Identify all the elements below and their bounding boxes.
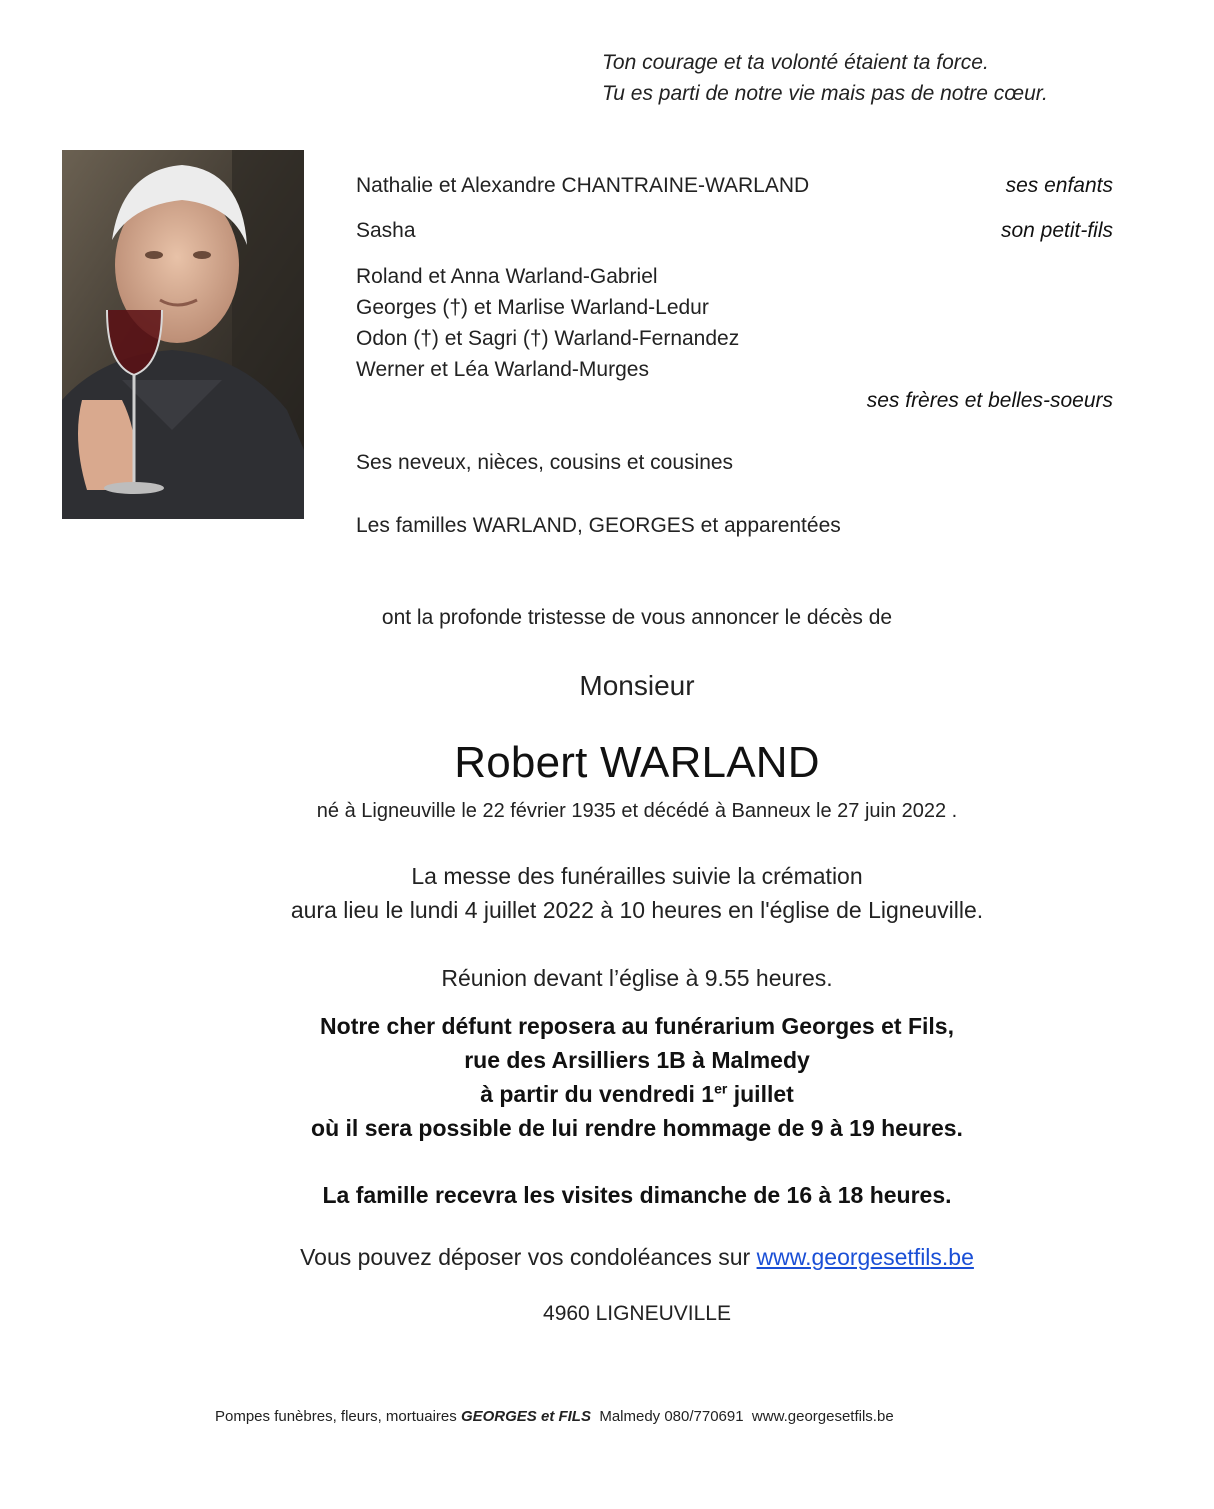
epitaph-quote bbox=[602, 47, 1048, 109]
footer-prefix: Pompes funèbres, fleurs, mortuaires bbox=[215, 1408, 461, 1425]
deceased-name: Robert WARLAND bbox=[454, 738, 820, 787]
ceremony-line-2: aura lieu le lundi 4 juillet 2022 à 10 heures en l'église de Ligneuville. bbox=[290, 897, 984, 923]
children-names: Nathalie et Alexandre CHANTRAINE-WARLAND bbox=[356, 174, 810, 197]
funerarium-line-1: Notre cher défunt reposera au funérarium Georges et Fils, bbox=[320, 1013, 954, 1039]
gathering-line: Réunion devant l’église à 9.55 heures. bbox=[441, 965, 833, 991]
footer-suffix: Malmedy 080/770691 www.georgesetfils.be bbox=[590, 1408, 894, 1425]
announcement-intro: ont la profonde tristesse de vous annoncer le décès de bbox=[381, 606, 893, 629]
funerarium-line-3-suffix: juillet bbox=[727, 1081, 794, 1107]
condolences-link[interactable]: www.georgesetfils.be bbox=[756, 1244, 974, 1270]
footer bbox=[215, 1408, 894, 1425]
grandson-role: son petit-fils bbox=[1000, 219, 1113, 242]
funerarium-line-4: où il sera possible de lui rendre hommage de 9 à 19 heures. bbox=[311, 1115, 963, 1141]
portrait-image bbox=[62, 150, 304, 519]
sibling-1: Roland et Anna Warland-Gabriel bbox=[356, 265, 658, 288]
birth-death-dates: né à Ligneuville le 22 février 1935 et décédé à Banneux le 27 juin 2022 . bbox=[316, 800, 958, 822]
condolences-prefix: Vous pouvez déposer vos condoléances sur bbox=[300, 1244, 757, 1270]
sibling-4: Werner et Léa Warland-Murges bbox=[356, 358, 649, 381]
deceased-title: Monsieur bbox=[579, 670, 695, 701]
condolences-line bbox=[0, 1240, 1214, 1274]
siblings-role: ses frères et belles-soeurs bbox=[866, 389, 1113, 412]
sibling-2: Georges (†) et Marlise Warland-Ledur bbox=[356, 296, 709, 319]
quote-line-2: Tu es parti de notre vie mais pas de notre cœur. bbox=[602, 82, 1048, 105]
address-line: 4960 LIGNEUVILLE bbox=[543, 1302, 731, 1325]
quote-line-1: Ton courage et ta volonté étaient ta force. bbox=[602, 51, 989, 74]
funerarium-line-3-prefix: à partir du vendredi 1 bbox=[480, 1081, 715, 1107]
funerarium-line-3 bbox=[0, 1077, 1214, 1111]
families-line: Les familles WARLAND, GEORGES et apparentées bbox=[356, 514, 841, 537]
nephews-line: Ses neveux, nièces, cousins et cousines bbox=[356, 451, 734, 474]
children-role: ses enfants bbox=[1005, 174, 1113, 197]
funerarium-line-2: rue des Arsilliers 1B à Malmedy bbox=[464, 1047, 810, 1073]
ceremony-line-1: La messe des funérailles suivie la crémation bbox=[411, 863, 863, 889]
footer-brand: GEORGES et FILS bbox=[460, 1408, 591, 1425]
ordinal-suffix: er bbox=[714, 1080, 728, 1097]
grandson-name: Sasha bbox=[356, 219, 416, 242]
sibling-3: Odon (†) et Sagri (†) Warland-Fernandez bbox=[356, 327, 740, 350]
portrait-photo bbox=[62, 150, 304, 519]
visits-line: La famille recevra les visites dimanche de 16 à 18 heures. bbox=[322, 1182, 952, 1208]
